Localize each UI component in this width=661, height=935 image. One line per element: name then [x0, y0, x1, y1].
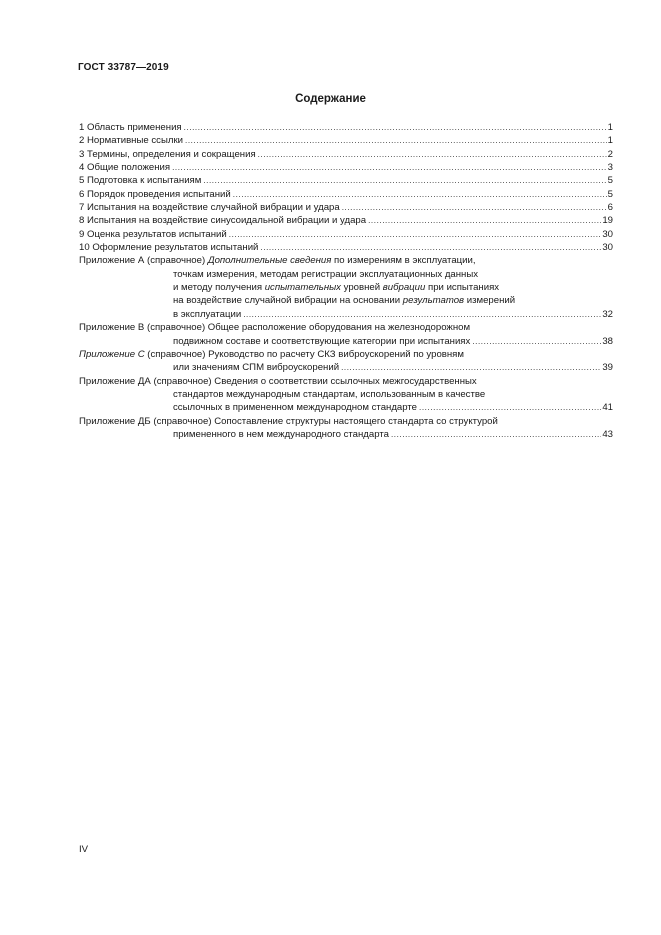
toc-entry-page: 3 — [607, 162, 613, 174]
toc-entry-page: 1 — [607, 135, 613, 147]
appendix-db-line-2: примененного в нем международного стандарта — [173, 428, 389, 440]
toc-entry[interactable] — [79, 148, 613, 161]
appendix-a-line-5: в эксплуатации — [173, 308, 242, 320]
toc-entry-title: 6 Порядок проведения испытаний — [79, 188, 231, 200]
toc-appendix-db[interactable] — [79, 415, 613, 442]
toc-entry[interactable] — [79, 214, 613, 227]
toc-entry-page: 6 — [607, 202, 613, 214]
toc-entry-page: 1 — [607, 122, 613, 133]
dot-leader — [419, 401, 601, 414]
toc-entry[interactable] — [79, 161, 613, 174]
toc-entry[interactable] — [79, 174, 613, 187]
italic-segment: вибрации — [382, 282, 426, 294]
document-header: ГОСТ 33787—2019 — [78, 62, 169, 73]
toc-entry[interactable] — [79, 188, 613, 201]
page-title: Содержание — [295, 93, 366, 105]
appendix-da-line-2: стандартов международным стандартам, использованным в качестве — [173, 388, 486, 400]
italic-segment: Дополнительные сведения — [207, 255, 332, 267]
text-segment: Приложение А (справочное) — [79, 255, 208, 267]
italic-segment: испытательных — [264, 282, 341, 294]
toc-entry-title: 9 Оценка результатов испытаний — [79, 228, 227, 240]
dot-leader — [472, 335, 601, 348]
italic-segment: Приложение С — [79, 348, 145, 360]
appendix-da-line-1: Приложение ДА (справочное) Сведения о соответствии ссылочных межгосударственных — [79, 375, 477, 387]
toc-entry-page: 41 — [602, 402, 613, 414]
appendix-c-line-2: или значениям СПМ виброускорений — [173, 362, 340, 374]
dot-leader — [391, 428, 601, 441]
dot-leader — [243, 308, 601, 321]
dot-leader — [258, 148, 607, 161]
text-segment: уровней — [340, 282, 383, 294]
dot-leader — [368, 214, 601, 227]
appendix-db-line-1: Приложение ДБ (справочное) Сопоставление структуры настоящего стандарта со структурой — [79, 415, 498, 427]
toc-entry-title: 3 Термины, определения и сокращения — [79, 148, 256, 160]
appendix-b-line-2: подвижном составе и соответствующие категории при испытаниях — [173, 335, 471, 347]
toc-entry-title: 10 Оформление результатов испытаний — [79, 242, 259, 254]
appendix-a-line-2: точкам измерения, методам регистрации эксплуатационных данных — [173, 268, 479, 280]
appendix-c-line-1 — [79, 348, 464, 361]
dot-leader — [203, 174, 606, 187]
text-segment: измерений — [464, 295, 516, 307]
toc-entry-page: 30 — [602, 242, 613, 254]
text-segment: на воздействие случайной вибрации на основании — [173, 295, 403, 307]
toc-entry-title: 5 Подготовка к испытаниям — [79, 175, 202, 187]
toc-entry-page: 5 — [607, 188, 613, 200]
italic-segment: результатов — [402, 295, 465, 307]
appendix-b-line-1: Приложение В (справочное) Общее расположение оборудования на железнодорожном — [79, 322, 471, 334]
text-segment: (справочное) Руководство по расчету СКЗ виброускорений по уровням — [144, 348, 464, 360]
text-segment: и методу получения — [173, 282, 265, 294]
dot-leader — [185, 134, 607, 147]
toc-entry-page: 32 — [602, 308, 613, 320]
toc-entry-page: 43 — [602, 428, 613, 440]
toc-appendix-da[interactable] — [79, 375, 613, 415]
dot-leader — [260, 241, 601, 254]
dot-leader — [172, 161, 607, 174]
toc-entry[interactable] — [79, 121, 613, 134]
toc-entry-title: 8 Испытания на воздействие синусоидальной вибрации и удара — [79, 215, 367, 227]
toc-entry[interactable] — [79, 241, 613, 254]
toc-entry-page: 39 — [602, 362, 613, 374]
appendix-da-line-3: ссылочных в примененном международном стандарте — [173, 402, 418, 414]
dot-leader — [229, 228, 602, 241]
toc-entry-title: 2 Нормативные ссылки — [79, 135, 184, 147]
toc-entry[interactable] — [79, 201, 613, 214]
toc-entry-title: 7 Испытания на воздействие случайной вибрации и удара — [79, 202, 340, 214]
toc-appendix-a[interactable] — [79, 254, 613, 321]
appendix-a-line-3 — [173, 281, 499, 294]
page-number: IV — [79, 844, 89, 855]
toc-appendix-c[interactable] — [79, 348, 613, 375]
toc-entry-title: 1 Область применения — [79, 122, 182, 133]
appendix-a-line-4 — [173, 294, 515, 307]
toc-entry-page: 19 — [602, 215, 613, 227]
dot-leader — [341, 361, 601, 374]
dot-leader — [233, 188, 607, 201]
toc-entry-title: 4 Общие положения — [79, 162, 171, 174]
toc-entry-page: 5 — [607, 175, 613, 187]
text-segment: при испытаниях — [425, 282, 500, 294]
dot-leader — [184, 121, 607, 134]
text-segment: по измерениям в эксплуатации, — [331, 255, 476, 267]
toc-entry-page: 2 — [607, 148, 613, 160]
appendix-a-line-1 — [79, 254, 476, 267]
dot-leader — [342, 201, 607, 214]
toc-entry-page: 30 — [602, 228, 613, 240]
toc-entry[interactable] — [79, 228, 613, 241]
toc-appendix-b[interactable] — [79, 321, 613, 348]
toc-entry-page: 38 — [602, 335, 613, 347]
toc-entry[interactable] — [79, 134, 613, 147]
table-of-contents — [79, 121, 613, 441]
